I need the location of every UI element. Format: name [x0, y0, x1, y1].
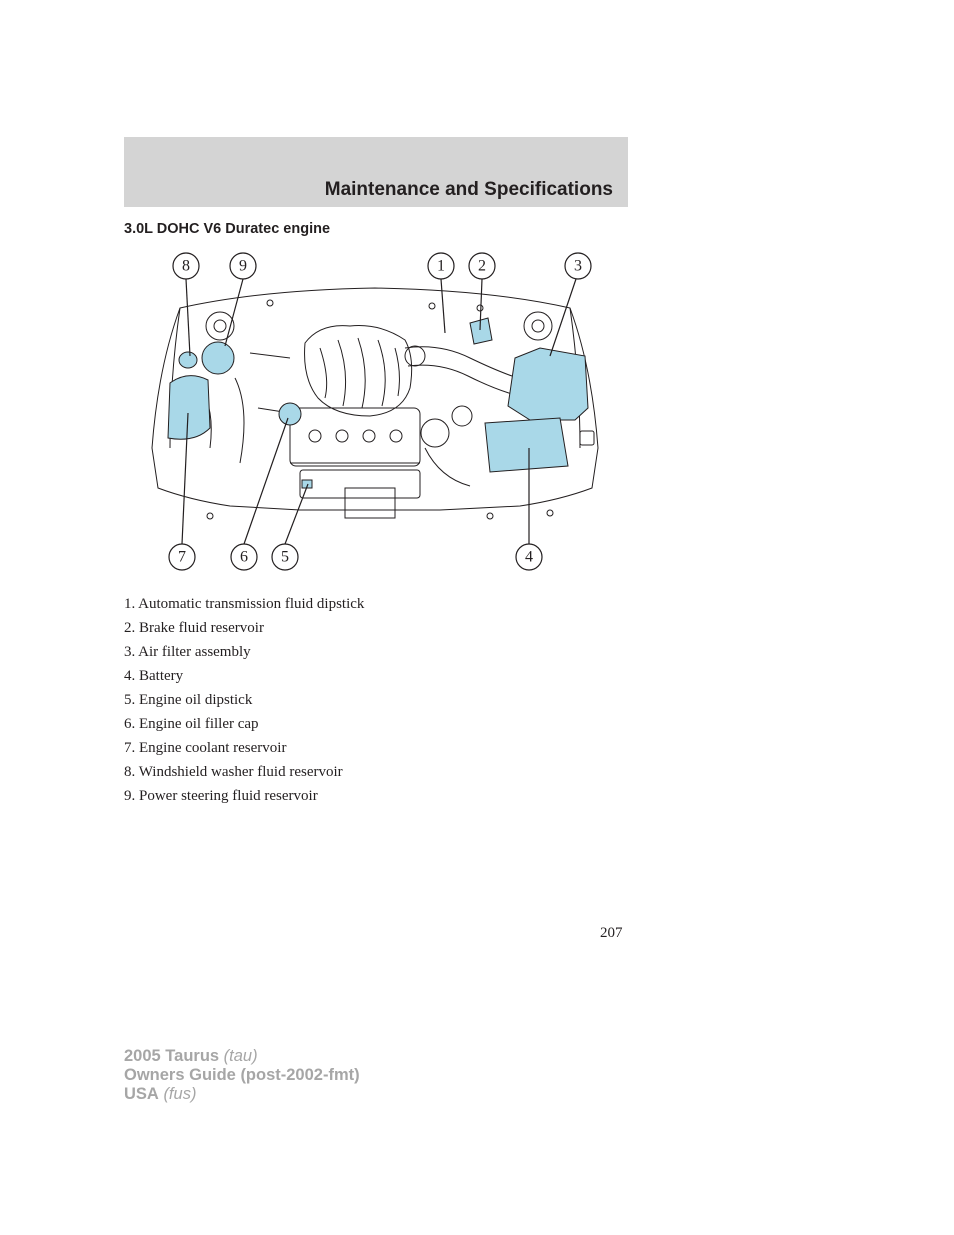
callout-4: 4: [525, 548, 533, 566]
engine-oil-filler-cap: [279, 403, 301, 425]
footer-line-3: USA (fus): [124, 1085, 197, 1103]
legend-item: 6. Engine oil filler cap: [124, 716, 259, 732]
pulley: [421, 419, 449, 447]
legend-item: 8. Windshield washer fluid reservoir: [124, 764, 343, 780]
legend-item: 1. Automatic transmission fluid dipstick: [124, 596, 365, 612]
washer-fluid-reservoir: [179, 352, 197, 368]
front-engine-cover: [300, 470, 420, 498]
brake-fluid-reservoir: [470, 318, 492, 344]
legend-item: 5. Engine oil dipstick: [124, 692, 253, 708]
callout-7: 7: [178, 548, 186, 566]
right-strut-tower: [524, 312, 552, 340]
legend-item: 2. Brake fluid reservoir: [124, 620, 264, 636]
callout-8: 8: [182, 257, 190, 275]
legend-item: 7. Engine coolant reservoir: [124, 740, 287, 756]
legend-item: 3. Air filter assembly: [124, 644, 251, 660]
battery: [485, 418, 568, 472]
footer-line-2: Owners Guide (post-2002-fmt): [124, 1066, 360, 1084]
footer-line-1: 2005 Taurus (tau): [124, 1047, 258, 1065]
callout-2: 2: [478, 257, 486, 275]
engine-coolant-reservoir: [168, 376, 210, 440]
legend-item: 4. Battery: [124, 668, 184, 684]
legend-item: 9. Power steering fluid reservoir: [124, 788, 318, 804]
air-filter-assembly: [508, 348, 588, 420]
power-steering-reservoir: [202, 342, 234, 374]
callout-3: 3: [574, 257, 582, 275]
callout-9: 9: [239, 257, 247, 275]
header-band: [124, 137, 628, 207]
header-title: Maintenance and Specifications: [324, 179, 613, 200]
document-footer: [124, 1047, 360, 1104]
callout-5: 5: [281, 548, 289, 566]
page-number: 207: [600, 925, 623, 941]
callout-6: 6: [240, 548, 248, 566]
section-title: 3.0L DOHC V6 Duratec engine: [124, 221, 331, 237]
callout-1: 1: [437, 257, 445, 275]
component-legend: [124, 594, 364, 810]
engine-diagram: [140, 248, 610, 578]
